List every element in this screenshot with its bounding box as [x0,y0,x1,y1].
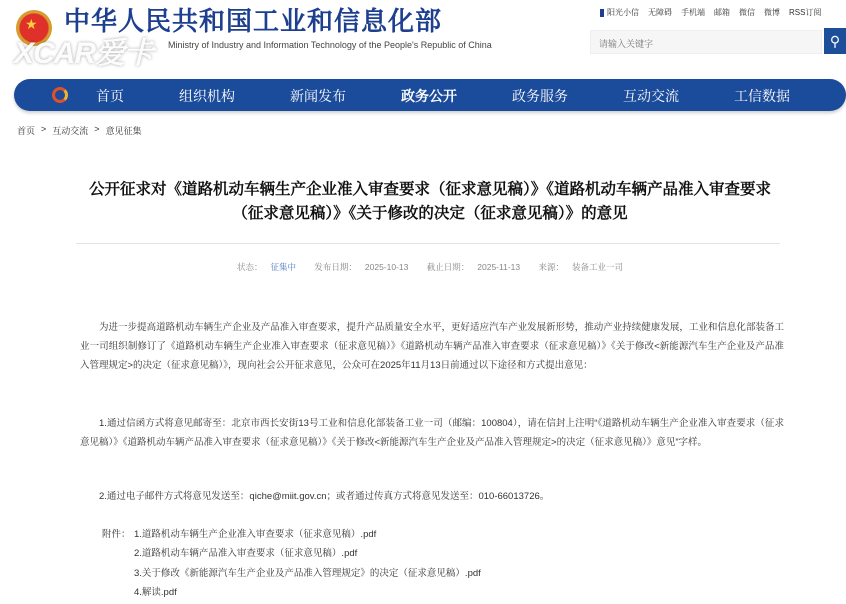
lock-icon [600,9,604,17]
site-subtitle: Ministry of Industry and Information Technology of the People's Republic of China [168,40,492,50]
intro-paragraph: 为进一步提高道路机动车辆生产企业及产品准入审查要求，提升产品质量安全水平，更好适应汽车产业发展新形势，推动产业持续健康发展，工业和信息化部装备工业一司组织制修订了《道路机动车辆生产企业准入审查要求（征求意见稿）》《道路机动车辆产品准入审查要求（征求意见稿）》《关于修改<新能源汽车生产企业及产品准入管理规定>的决定（征求意见稿）》，现向社会公开征求意见，公众可在2025年11月13日前通过以下途径和方式提出意见： [80,322,784,371]
source: 装备工业一司 [572,262,624,272]
search-input[interactable]: 请输入关键字 [590,30,822,54]
breadcrumb-separator: > [41,124,47,134]
mail-paragraph: 1.通过信函方式将意见邮寄至：北京市西长安街13号工业和信息化部装备工业一司（邮编：100804），请在信封上注明“《道路机动车辆生产企业准入审查要求（征求意见稿）》《道路机动车辆产品准入审查要求（征求意见稿）》《关于修改<新能源汽车生产企业及产品准入管理规定>的决定（征求意见稿）》意见”字样。 [80,418,784,448]
main-nav [14,79,846,111]
top-link-mobile[interactable]: 手机端 [681,8,705,17]
breadcrumb-home[interactable]: 首页 [17,126,36,136]
breadcrumb-interaction[interactable]: 互动交流 [52,126,89,136]
attachment-link[interactable]: 3.关于修改《新能源汽车生产企业及产品准入管理规定》的决定（征求意见稿）.pdf [134,568,481,579]
top-link-sunshine[interactable]: 阳光小信 [600,7,639,18]
site-header [0,0,846,72]
email-paragraph: 2.通过电子邮件方式将意见发送至：qiche@miit.gov.cn；或者通过传真方式将意见发送至：010-66013726。 [99,491,550,502]
national-emblem-icon: ★ [16,10,52,46]
nav-item-interaction[interactable]: 互动交流 [623,88,679,104]
nav-item-organization[interactable]: 组织机构 [179,88,235,104]
breadcrumb-current: 意见征集 [105,126,142,136]
search-icon: ⚲ [829,33,841,49]
divider [76,243,780,244]
nav-item-services[interactable]: 政务服务 [512,88,568,104]
watermark-logo: XCAR爱卡 [14,37,154,70]
publish-date: 2025-10-13 [364,262,409,272]
attachments-label: 附件： [102,529,131,540]
article-meta: 状态： 征集中 发布日期： 2025-10-13 截止日期： 2025-11-13 来源： 装备工业一司 [236,262,624,272]
nav-logo-icon [52,87,68,103]
top-link-accessibility[interactable]: 无障碍 [648,8,672,17]
page-title: 公开征求对《道路机动车辆生产企业准入审查要求（征求意见稿）》《道路机动车辆产品准入审查要求 （征求意见稿）》《关于修改的决定（征求意见稿）》的意见 [88,181,771,222]
attachment-link[interactable]: 2.道路机动车辆产品准入审查要求（征求意见稿）.pdf [134,548,358,559]
attachment-link[interactable]: 4.解读.pdf [134,587,177,598]
top-links [600,7,821,18]
deadline-date: 2025-11-13 [477,262,521,272]
top-link-weibo[interactable]: 微博 [764,8,780,17]
top-link-rss[interactable]: RSS订阅 [789,8,822,17]
nav-item-gov-affairs[interactable]: 政务公开 [401,88,457,104]
attachment-link[interactable]: 1.道路机动车辆生产企业准入审查要求（征求意见稿）.pdf [134,529,377,540]
top-link-mail[interactable]: 邮箱 [714,8,730,17]
search-button[interactable] [824,28,846,54]
nav-item-data[interactable]: 工信数据 [734,88,790,104]
top-link-wechat[interactable]: 微信 [739,8,755,17]
breadcrumb-separator: > [94,124,100,134]
site-title[interactable]: 中华人民共和国工业和信息化部 [64,6,443,36]
nav-item-news[interactable]: 新闻发布 [290,88,346,104]
nav-item-home[interactable]: 首页 [96,88,124,104]
status-badge: 征集中 [270,262,296,272]
breadcrumb [17,124,142,137]
